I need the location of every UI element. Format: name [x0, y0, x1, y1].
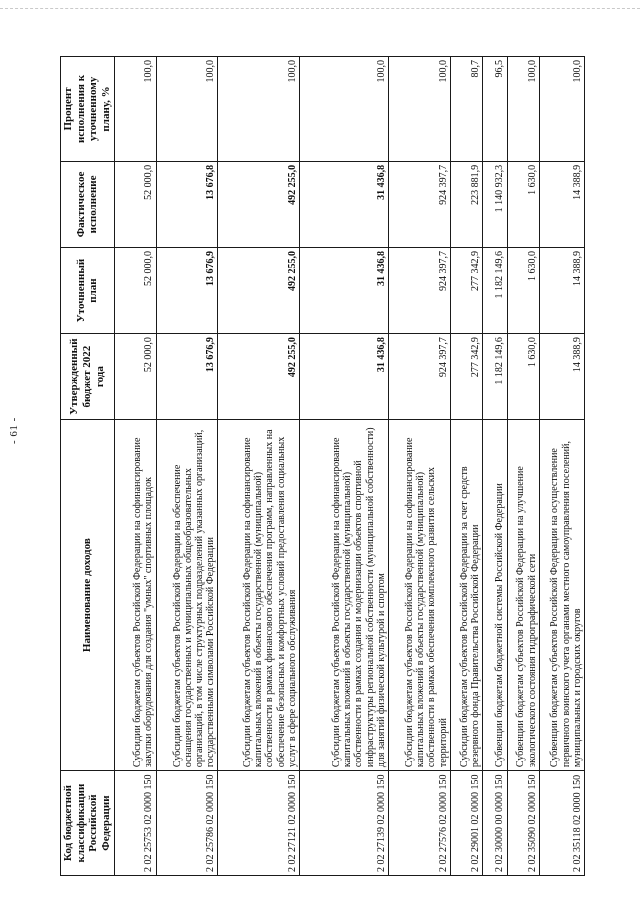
row-name: Субвенции бюджетам бюджетной системы Российской Федерации [482, 420, 507, 771]
row-specified: 14 388,9 [539, 247, 584, 333]
header-code: Код бюджетной классификации Российской Федерации [61, 771, 115, 876]
table-row [388, 57, 450, 876]
row-actual: 492 255,0 [218, 161, 300, 247]
row-percent: 100,0 [114, 57, 156, 162]
row-code: 2 02 25786 02 0000 150 [156, 771, 218, 876]
table-body [114, 57, 584, 876]
row-approved: 1 182 149,6 [482, 334, 507, 420]
revenue-table [60, 56, 585, 876]
row-code: 2 02 27121 02 0000 150 [218, 771, 300, 876]
row-percent: 100,0 [507, 57, 539, 162]
header-specified: Уточненный план [61, 247, 115, 333]
scan-top-edge [0, 8, 640, 9]
row-code: 2 02 27576 02 0000 150 [388, 771, 450, 876]
row-specified: 492 255,0 [218, 247, 300, 333]
row-specified: 1 182 149,6 [482, 247, 507, 333]
row-approved: 277 342,9 [450, 334, 482, 420]
table-row [450, 57, 482, 876]
row-actual: 14 388,9 [539, 161, 584, 247]
row-specified: 1 630,0 [507, 247, 539, 333]
table-row [507, 57, 539, 876]
row-name: Субсидии бюджетам субъектов Российской Федерации на обеспечение оснащения государственных и муниципальных общеобразовательных организаций, в том числе структурных подразделений указанных организаций, государственными символами Российской Федерации [156, 420, 218, 771]
row-actual: 1 140 932,3 [482, 161, 507, 247]
row-code: 2 02 25753 02 0000 150 [114, 771, 156, 876]
row-approved: 924 397,7 [388, 334, 450, 420]
row-name: Субвенции бюджетам субъектов Российской Федерации на осуществление первичного воинского учета органами местного самоуправления поселений, муниципальных и городских округов [539, 420, 584, 771]
row-code: 2 02 35090 02 0000 150 [507, 771, 539, 876]
table-header-row [61, 57, 115, 876]
row-name: Субвенции бюджетам субъектов Российской Федерации на улучшение экологического состояния гидрографической сети [507, 420, 539, 771]
row-percent: 100,0 [218, 57, 300, 162]
row-actual: 31 436,8 [299, 161, 388, 247]
row-approved: 14 388,9 [539, 334, 584, 420]
header-name: Наименование доходов [61, 420, 115, 771]
row-name: Субсидии бюджетам субъектов Российской Федерации на софинансирование закупки оборудования для создания "умных" спортивных площадок [114, 420, 156, 771]
row-actual: 13 676,8 [156, 161, 218, 247]
table-row [539, 57, 584, 876]
row-actual: 924 397,7 [388, 161, 450, 247]
header-percent: Процент исполнения к уточненному плану, % [61, 57, 115, 162]
row-code: 2 02 35118 02 0000 150 [539, 771, 584, 876]
row-code: 2 02 30000 00 0000 150 [482, 771, 507, 876]
row-actual: 1 630,0 [507, 161, 539, 247]
header-approved: Утвержденный бюджет 2022 года [61, 334, 115, 420]
row-name: Субсидии бюджетам субъектов Российской Федерации на софинансирование капитальных вложений в объекты государственной (муниципальной) собственности в рамках создания и модернизации объектов спортивной инфраструктуры региональной собственности (муниципальной собственности) для занятий физической культурой и спортом [299, 420, 388, 771]
row-code: 2 02 29001 02 0000 150 [450, 771, 482, 876]
table-row [482, 57, 507, 876]
rotated-table-sheet [60, 56, 585, 876]
table-row [114, 57, 156, 876]
row-specified: 13 676,9 [156, 247, 218, 333]
row-percent: 100,0 [388, 57, 450, 162]
table-row [156, 57, 218, 876]
table-row [218, 57, 300, 876]
page-number: - 61 - [8, 417, 20, 444]
row-specified: 924 397,7 [388, 247, 450, 333]
row-code: 2 02 27139 02 0000 150 [299, 771, 388, 876]
row-percent: 100,0 [299, 57, 388, 162]
row-percent: 96,5 [482, 57, 507, 162]
row-percent: 100,0 [156, 57, 218, 162]
row-name: Субсидии бюджетам субъектов Российской Федерации на софинансирование капитальных вложений в объекты государственной (муниципальной) собственности в рамках финансового обеспечения программ, направленных на обеспечение безопасных и комфортных условий предоставления социальных услуг в сфере социального обслуживания [218, 420, 300, 771]
header-actual: Фактическое исполнение [61, 161, 115, 247]
row-approved: 52 000,0 [114, 334, 156, 420]
row-actual: 223 881,9 [450, 161, 482, 247]
table-row [299, 57, 388, 876]
row-approved: 13 676,9 [156, 334, 218, 420]
row-approved: 492 255,0 [218, 334, 300, 420]
row-percent: 100,0 [539, 57, 584, 162]
row-name: Субсидии бюджетам субъектов Российской Федерации на софинансирование капитальных вложений в объекты государственной (муниципальной) собственности в рамках обеспечения комплексного развития сельских территорий [388, 420, 450, 771]
row-percent: 80,7 [450, 57, 482, 162]
row-name: Субсидии бюджетам субъектов Российской Федерации за счет средств резервного фонда Правительства Российской Федерации [450, 420, 482, 771]
row-approved: 31 436,8 [299, 334, 388, 420]
row-specified: 277 342,9 [450, 247, 482, 333]
row-specified: 31 436,8 [299, 247, 388, 333]
row-approved: 1 630,0 [507, 334, 539, 420]
row-specified: 52 000,0 [114, 247, 156, 333]
row-actual: 52 000,0 [114, 161, 156, 247]
